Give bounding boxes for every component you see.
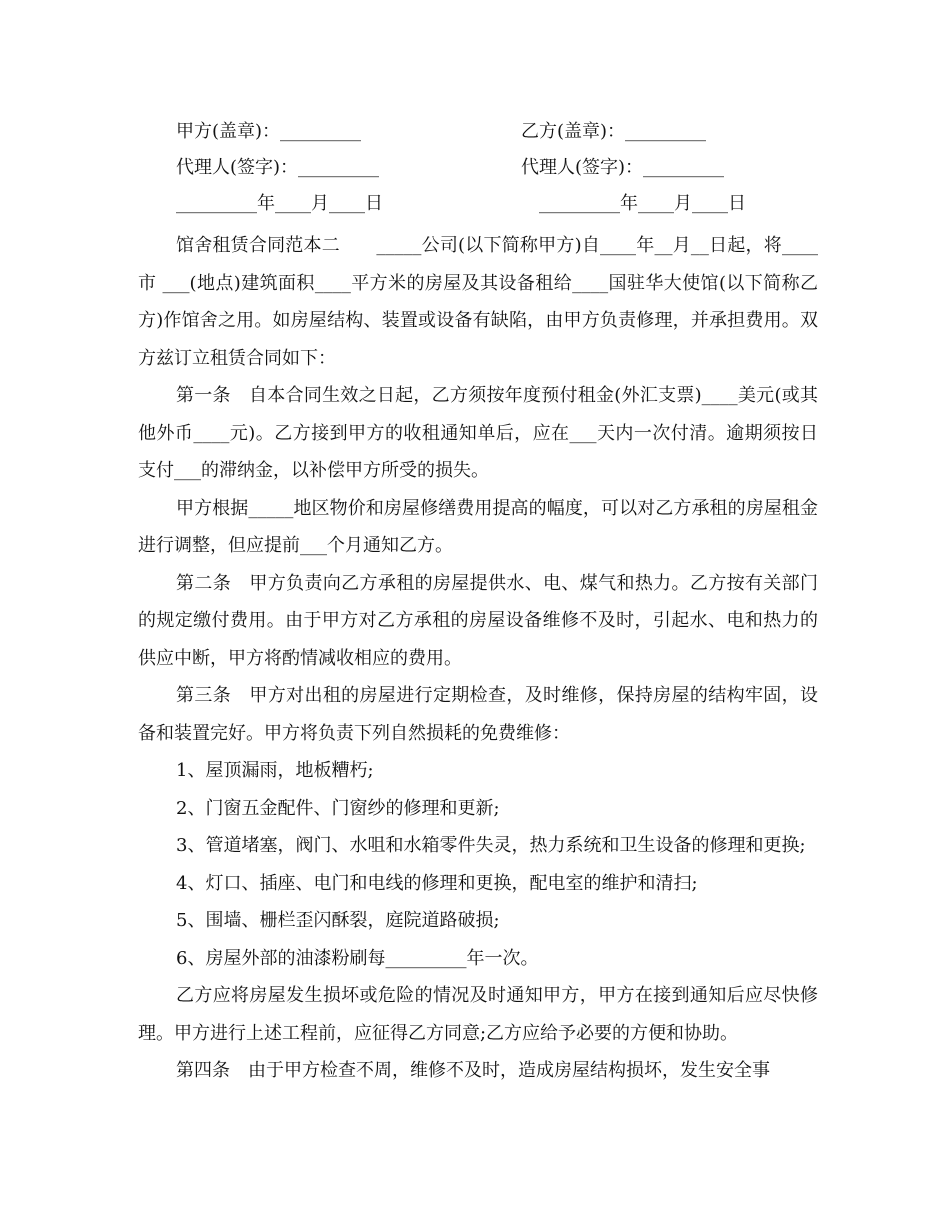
paragraph-intro: 馆舍租赁合同范本二 _____公司(以下简称甲方)自____年__月__日起，将____市 ___(地点)建筑面积____平方米的房屋及其设备租给____国驻华大使馆(以下简称乙方)作馆舍之用。如房屋结构、装置或设备有缺陷，由甲方负责修理，并承担费用。双方兹订立租赁合同如下： — [138, 235, 818, 369]
contract-body — [138, 227, 818, 1090]
party-a-date-line: _________年____月____日 — [176, 193, 383, 214]
list-item-repair-6: 6、房屋外部的油漆粉刷每_________年一次。 — [176, 947, 539, 969]
list-item-repair-4: 4、灯口、插座、电门和电线的修理和更换，配电室的维护和清扫; — [176, 872, 698, 894]
party-a-agent-line: 代理人(签字)：_________ — [176, 157, 380, 178]
paragraph-rent-adjustment: 甲方根据_____地区物价和房屋修缮费用提高的幅度，可以对乙方承租的房屋租金进行调整，但应提前___个月通知乙方。 — [138, 497, 818, 556]
paragraph-article-3: 第三条 甲方对出租的房屋进行定期检查，及时维修，保持房屋的结构牢固，设备和装置完好。甲方将负责下列自然损耗的免费维修： — [138, 685, 818, 744]
party-b-agent-line: 代理人(签字)：_________ — [521, 157, 725, 178]
list-item-repair-2: 2、门窗五金配件、门窗纱的修理和更新; — [176, 797, 500, 819]
list-item-repair-3: 3、管道堵塞，阀门、水咀和水箱零件失灵，热力系统和卫生设备的修理和更换; — [176, 835, 806, 856]
list-item-repair-5: 5、围墙、栅栏歪闪酥裂，庭院道路破损; — [176, 910, 500, 931]
party-b-date-line: _________年____月____日 — [539, 193, 746, 214]
party-a-seal-line: 甲方(盖章)：_________ — [176, 121, 362, 142]
paragraph-article-1: 第一条 自本合同生效之日起，乙方须按年度预付租金(外汇支票)____美元(或其他外币____元)。乙方接到甲方的收租通知单后，应在___天内一次付清。逾期须按日支付___的滞纳金，以补偿甲方所受的损失。 — [138, 385, 818, 481]
list-item-repair-1: 1、屋顶漏雨，地板糟朽; — [176, 760, 374, 781]
paragraph-article-4: 第四条 由于甲方检查不周，维修不及时，造成房屋结构损坏，发生安全事 — [176, 1060, 770, 1081]
party-b-seal-line: 乙方(盖章)：_________ — [521, 121, 707, 142]
paragraph-notification: 乙方应将房屋发生损坏或危险的情况及时通知甲方，甲方在接到通知后应尽快修理。甲方进行上述工程前，应征得乙方同意;乙方应给予必要的方便和协助。 — [138, 985, 818, 1044]
paragraph-article-2: 第二条 甲方负责向乙方承租的房屋提供水、电、煤气和热力。乙方按有关部门的规定缴付费用。由于甲方对乙方承租的房屋设备维修不及时，引起水、电和热力的供应中断，甲方将酌情减收相应的费用。 — [138, 572, 818, 669]
